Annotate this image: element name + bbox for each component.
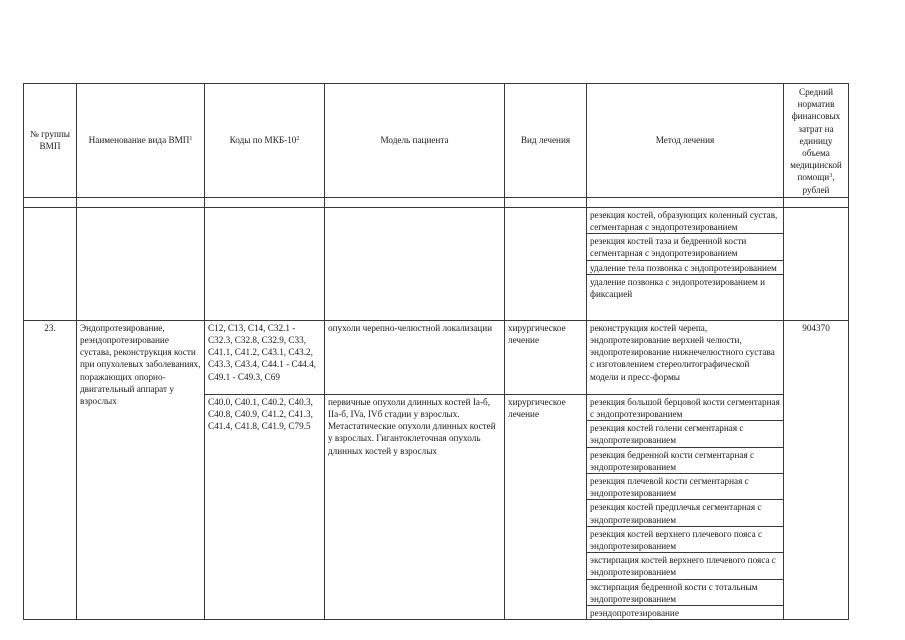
header-icd-codes: Коды по МКБ-$10^2$ (205, 84, 325, 198)
patient-model: опухоли черепно-челюстной локализации (325, 320, 505, 394)
treatment-methods (587, 394, 784, 619)
method-item: резекция костей, образующих коленный сустав, сегментарная с эндопротезированием (587, 208, 783, 234)
continuation-row (24, 207, 849, 320)
method-item: реконструкция костей черепа, эндопротезирование верхней челюсти, эндопротезирование нижнечелюстного сустава с изготовлением стереолитографической модели и пресс-формы (590, 322, 775, 382)
table-header-row (24, 84, 849, 198)
header-average-cost: Средний норматив финансовых затрат на единицу объема медицинской помощи$^3$, рублей (784, 84, 849, 198)
treatment-type: хирургическое лечение (505, 394, 587, 619)
continuation-methods (587, 207, 784, 320)
method-item: резекция большой берцовой кости сегментарная с эндопротезированием (587, 395, 783, 421)
document-page (23, 83, 849, 620)
method-item: экстирпация бедренной кости с тотальным эндопротезированием (587, 580, 783, 606)
method-item: резекция костей таза и бедренной кости сегментарная с эндопротезированием (587, 234, 783, 260)
method-item: резекция костей предплечья сегментарная с эндопротезированием (587, 500, 783, 526)
method-item: экстирпация костей верхнего плечевого пояса с эндопротезированием (587, 553, 783, 579)
header-treatment-type: Вид лечения (505, 84, 587, 198)
method-item: резекция бедренной кости сегментарная с эндопротезированием (587, 448, 783, 474)
method-item: резекция костей голени сегментарная с эндопротезированием (587, 421, 783, 447)
header-treatment-method: Метод лечения (587, 84, 784, 198)
vmp-name: Эндопротезирование, реэндопротезирование сустава, реконструкция кости при опухолевых заболеваниях, поражающих опорно-двигательный аппарат у взрослых (77, 320, 205, 619)
method-item: удаление тела позвонка с эндопротезированием (587, 261, 783, 275)
header-patient-model: Модель пациента (325, 84, 505, 198)
vmp-table (23, 83, 849, 620)
method-item: реэндопротезирование (590, 608, 679, 619)
method-item: резекция костей верхнего плечевого пояса с эндопротезированием (587, 527, 783, 553)
treatment-methods (587, 320, 784, 394)
icd-codes: C40.0, C40.1, C40.2, C40.3, C40.8, C40.9, C41.2, C41.3, C41.4, C41.8, C41.9, C79.5 (205, 394, 325, 619)
average-cost: 904370 (784, 320, 849, 619)
method-item: удаление позвонка с эндопротезированием и фиксацией (590, 276, 766, 300)
icd-codes: C12, C13, C14, C32.1 - C32.3, C32.8, C32.9, C33, C41.1, C41.2, C43.1, C43.2, C43.3, C43.4, C44.1 - C44.4, C49.1 - C49.3, C69 (205, 320, 325, 394)
patient-model: первичные опухоли длинных костей Ia-б, IIa-б, IVa, IVб стадии у взрослых. Метастатические опухоли длинных костей у взрослых. Гигантоклеточная опухоль длинных костей у взрослых (325, 394, 505, 619)
method-item: резекция плечевой кости сегментарная с эндопротезированием (587, 474, 783, 500)
group-number: 23. (24, 320, 77, 619)
spacer-row (24, 197, 849, 207)
treatment-type: хирургическое лечение (505, 320, 587, 394)
header-group-number: № группы ВМП (24, 84, 77, 198)
header-vmp-name: Наименование вида ВМП$^1$ (77, 84, 205, 198)
group23-row-1 (24, 320, 849, 394)
